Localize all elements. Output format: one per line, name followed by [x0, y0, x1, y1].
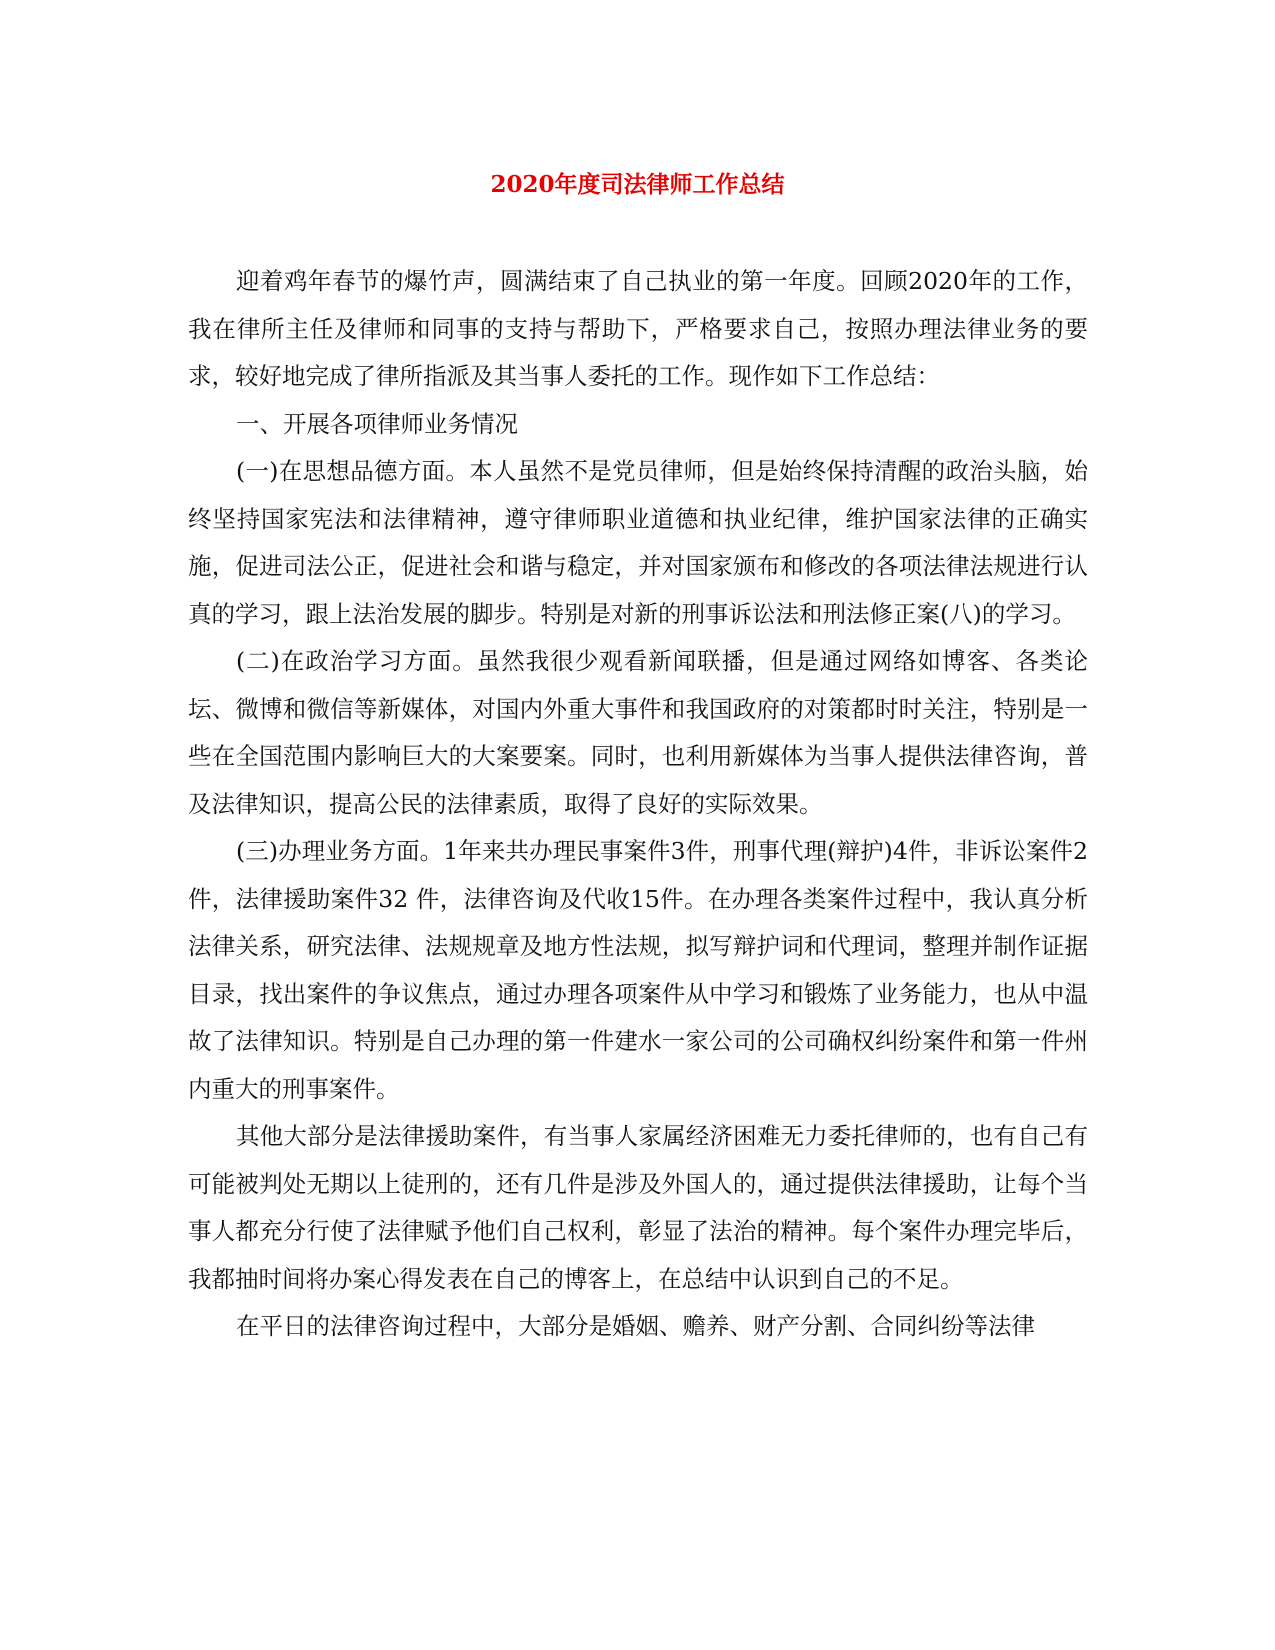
paragraph-legal-aid: 其他大部分是法律援助案件，有当事人家属经济困难无力委托律师的，也有自己有可能被判处无期以上徒刑的，还有几件是涉及外国人的，通过提供法律援助，让每个当事人都充分行使了法律赋予他们自己权利，彰显了法治的精神。每个案件办理完毕后，我都抽时间将办案心得发表在自己的博客上，在总结中认识到自己的不足。 [188, 1122, 1088, 1293]
document-body [188, 258, 1088, 1351]
paragraph-intro: 迎着鸡年春节的爆竹声，圆满结束了自己执业的第一年度。回顾2020年的工作，我在律所主任及律师和同事的支持与帮助下，严格要求自己，按照办理法律业务的要求，较好地完成了律所指派及其当事人委托的工作。现作如下工作总结： [188, 267, 1088, 390]
section-heading-1: 一、开展各项律师业务情况 [236, 409, 518, 438]
document-title: 2020年度司法律师工作总结 [490, 171, 785, 198]
paragraph-ideology: (一)在思想品德方面。本人虽然不是党员律师，但是始终保持清醒的政治头脑，始终坚持国家宪法和法律精神，遵守律师职业道德和执业纪律，维护国家法律的正确实施，促进司法公正，促进社会和谐与稳定，并对国家颁布和修改的各项法律法规进行认真的学习，跟上法治发展的脚步。特别是对新的刑事诉讼法和刑法修正案(八)的学习。 [188, 457, 1088, 628]
paragraph-business: (三)办理业务方面。1年来共办理民事案件3件，刑事代理(辩护)4件，非诉讼案件2 件，法律援助案件32 件，法律咨询及代收15件。在办理各类案件过程中，我认真分析法律关系，研究法律、法规规章及地方性法规，拟写辩护词和代理词，整理并制作证据目录，找出案件的争议焦点，通过办理各项案件从中学习和锻炼了业务能力，也从中温故了法律知识。特别是自己办理的第一件建水一家公司的公司确权纠纷案件和第一件州内重大的刑事案件。 [188, 837, 1088, 1103]
paragraph-political-study: (二)在政治学习方面。虽然我很少观看新闻联播，但是通过网络如博客、各类论坛、微博和微信等新媒体，对国内外重大事件和我国政府的对策都时时关注，特别是一些在全国范围内影响巨大的大案要案。同时，也利用新媒体为当事人提供法律咨询，普及法律知识，提高公民的法律素质，取得了良好的实际效果。 [188, 647, 1088, 818]
paragraph-consultation: 在平日的法律咨询过程中，大部分是婚姻、赡养、财产分割、合同纠纷等法律 [236, 1312, 1035, 1340]
